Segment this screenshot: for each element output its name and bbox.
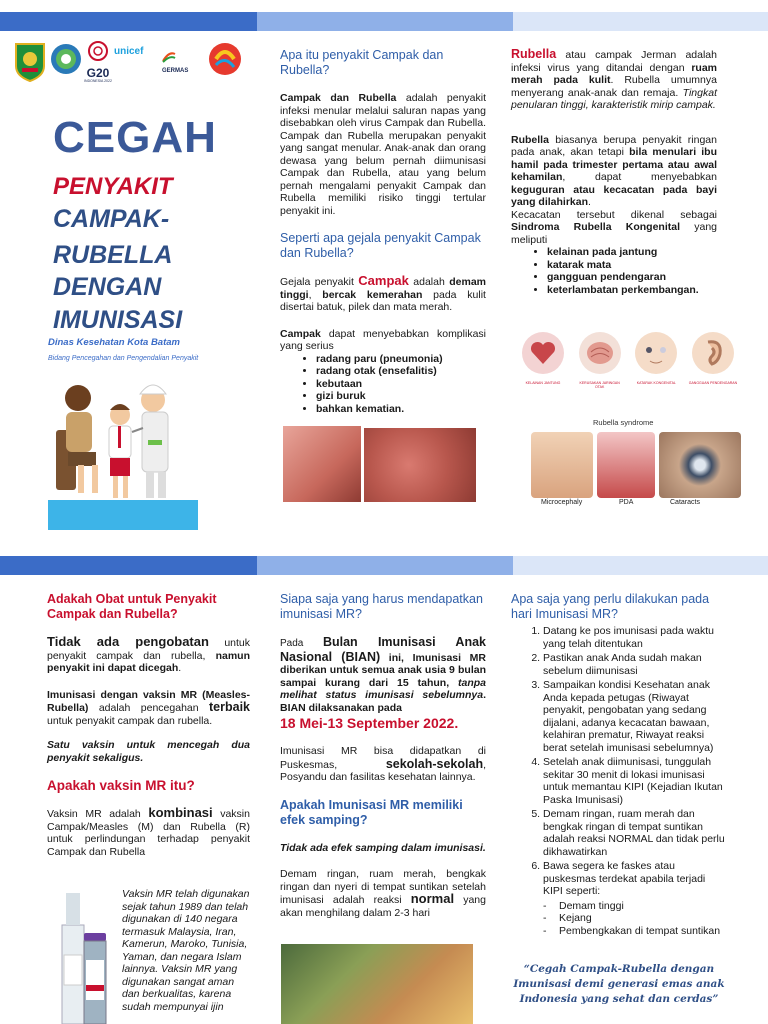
quote-line: Imunisasi demi generasi emas anak — [513, 978, 725, 990]
ministry-seal-icon — [50, 43, 82, 75]
list-item: 2. Pastikan anak Anda sudah makan sebelum diimunisasi — [543, 652, 726, 677]
heart-icon — [520, 330, 566, 376]
heading-siapa: Siapa saja yang harus mendapatkan imunisasi MR? — [280, 592, 483, 621]
bian-logo-icon — [208, 41, 242, 77]
list-item: 1. Datang ke pos imunisasi pada waktu yang telah ditentukan — [543, 625, 726, 650]
g20-logo — [84, 40, 112, 83]
title-rubella: RUBELLA — [53, 241, 173, 269]
list-item: • radang paru (pneumonia) — [316, 353, 486, 366]
komplikasi-list — [316, 353, 486, 416]
bottom-color-bar — [0, 556, 768, 575]
immunization-photo — [281, 944, 473, 1024]
title-dengan: DENGAN — [53, 273, 162, 301]
text-ruam-merah: ruam merah pada kulit — [511, 61, 717, 86]
dinas-name: Dinas Kesehatan Kota Batam — [48, 337, 180, 348]
vaccination-illustration — [48, 370, 198, 530]
text-hamil-2: , dapat menyebabkan — [562, 171, 717, 183]
syndrome-label: Cataracts — [670, 499, 700, 506]
heading-vaksin-mr: Apakah vaksin MR itu? — [47, 778, 195, 793]
list-item: • radang otak (ensefalitis) — [316, 365, 486, 378]
list-item-text: Kejang — [559, 912, 592, 924]
crs-image-eye — [631, 330, 681, 405]
heading-efek-samping: Apakah Imunisasi MR memiliki efek samping? — [280, 797, 463, 827]
text-gejala-3: pada kulit disertai batuk, pilek dan mata merah. — [280, 288, 486, 313]
text-campak-bold: Campak — [280, 327, 321, 340]
heading-gejala: Seperti apa gejala penyakit Campak dan Rubella? — [280, 231, 481, 260]
ear-icon — [690, 330, 736, 376]
g20-sub: INDONESIA 2022 — [84, 79, 112, 83]
bian-date: 18 Mei-13 September 2022. — [280, 715, 459, 731]
text-period: . — [178, 662, 182, 674]
text-rubella-red: Rubella — [511, 47, 557, 61]
list-item-text: bahkan kematian — [316, 402, 402, 415]
text-reaksi-1: Demam ringan, ruam merah, bengkak ringan dan nyeri di tempat suntikan setelah imunisasi adalah reaksi — [280, 868, 486, 906]
unicef-logo — [114, 46, 158, 61]
list-item: 5. Demam ringan, ruam merah dan bengkak ringan di tempat suntikan adalah reaksi NORMAL dan tidak perlu dikhawatirkan — [543, 808, 726, 858]
column-3-top — [511, 48, 717, 296]
text-hamil-bold: bila menulari ibu hamil pada trimester pertama atau awal kehamilan — [511, 146, 718, 183]
list-item: • bahkan kematian. — [316, 403, 486, 416]
text-kombinasi-1: Vaksin MR adalah — [47, 808, 149, 820]
text-period: . — [588, 196, 591, 208]
text-tidak-ada: Tidak ada pengobatan — [47, 634, 209, 649]
vaccine-vial-image — [56, 885, 116, 1024]
list-item: • gangguan pendengaran — [547, 271, 717, 284]
paragraph-tidak-ada-efek: Tidak ada efek samping dalam imunisasi. — [280, 841, 486, 854]
paragraph-rubella-def — [511, 48, 717, 112]
bidang-name: Bidang Pencegahan dan Pengendalian Penyakit — [48, 355, 199, 362]
list-item: • keterlambatan perkembangan. — [547, 284, 717, 297]
steps-list — [543, 625, 726, 898]
text-campak-red: Campak — [358, 273, 409, 288]
list-item: - Kejang — [543, 912, 592, 924]
column-1-bottom — [47, 592, 250, 858]
germas-label: GERMAS — [162, 68, 189, 74]
text-normal: normal — [410, 891, 455, 906]
germas-logo — [162, 50, 204, 86]
brain-icon — [577, 330, 623, 376]
crs-label: KERUSAKAN JARINGAN OTAK — [579, 381, 620, 389]
title-imunisasi: IMUNISASI — [53, 306, 183, 334]
paragraph-rubella-hamil — [511, 134, 717, 209]
title-cegah: CEGAH — [53, 113, 217, 162]
list-item: • kebutaan — [316, 378, 486, 391]
kipi-list — [543, 900, 726, 938]
text-tanpa-melihat: tanpa melihat status imunisasi sebelumnya — [280, 676, 486, 701]
text-rubella-1: atau campak Jerman adalah infeksi virus yang ditandai dengan — [511, 49, 717, 74]
list-item: • gizi buruk — [316, 390, 486, 403]
text-kombinasi-2: vaksin Campak/Measles (M) dan Rubella (R) untuk perlindungan terhadap penyakit Campak dan Rubella — [47, 808, 250, 858]
text-terbaik: terbaik — [209, 700, 250, 714]
text-bercak: bercak kemerahan — [322, 288, 423, 301]
paragraph-satu-vaksin: Satu vaksin untuk mencegah dua penyakit sekaligus. — [47, 739, 250, 764]
unicef-label: unicef — [114, 46, 144, 57]
closing-quote — [512, 962, 726, 1007]
baby-face-icon — [633, 330, 679, 376]
text-komplikasi: dapat menyebabkan komplikasi yang serius — [280, 327, 486, 352]
text-keguguran: keguguran atau kecacatan pada bayi yang dilahirkan — [511, 183, 717, 208]
text-rubella-2: . Rubella umumnya menyerang anak-anak dan remaja. — [511, 74, 717, 99]
text-gejala-1: Gejala penyakit — [280, 276, 359, 288]
text-sekolah: sekolah-sekolah — [385, 756, 484, 771]
paragraph-vaksin-sejak: Vaksin MR telah digunakan sejak tahun 1989 dan telah digunakan di 140 negara termasuk Malaysia, Iran, Kamerun, Maroko, Tunisia, Yaman, dan negara Islam lainnya. Vaksin MR yang digunakan sangat aman dan berkualitas, karena sudah mempunyai ijin — [122, 888, 250, 1013]
crs-label: KATARAK KONGENITAL — [636, 381, 676, 385]
title-penyakit: PENYAKIT — [53, 173, 173, 200]
list-item: 3. Sampaikan kondisi Kesehatan anak Anda kepada petugas (Riwayat penyakit, pengobatan yang sedang dijalani, adanya kecacatan bawaan, kelahiran prematur, Riwayat reaksi berat setelah imunisasi sebelumnya) — [543, 679, 726, 754]
list-item: - Demam tinggi — [543, 899, 624, 912]
symptom-photo-child — [283, 426, 361, 502]
text-rubella-italic: Tingkat penularan tinggi, karakteristik mirip campak. — [511, 86, 717, 111]
list-item: - Pembengkakan di tempat suntikan — [543, 924, 721, 937]
text-reaksi-2: yang akan menghilang dalam 2-3 hari — [280, 894, 486, 919]
text-tempat-2: , Posyandu dan fasilitas kesehatan lainnya. — [280, 758, 486, 783]
crs-label: KELAINAN JANTUNG — [525, 381, 561, 385]
text-imunisasi-mr: Imunisasi dengan vaksin MR (Measles-Rubella) — [47, 688, 250, 714]
list-item-text: Demam tinggi — [559, 899, 624, 912]
crs-image-heart — [518, 330, 568, 405]
paragraph-gejala — [280, 275, 486, 314]
crs-images-row — [518, 330, 738, 405]
column-2-top — [280, 48, 486, 415]
heading-hari-imunisasi: Apa saja yang perlu dilakukan pada hari Imunisasi MR? — [511, 592, 710, 621]
germas-swoosh-icon — [162, 51, 176, 63]
paragraph-sindroma — [511, 209, 717, 247]
text-kombinasi: kombinasi — [148, 805, 213, 820]
symptom-photo-rash — [364, 428, 476, 502]
paragraph-apa-itu — [280, 92, 486, 217]
text-hamil-1: biasanya berupa penyakit ringan pada anak, akan tetapi — [511, 133, 717, 158]
crs-image-brain — [575, 330, 625, 405]
quote-line: “Cegah Campak-Rubella dengan — [523, 963, 715, 975]
paragraph-obat — [47, 636, 250, 675]
column-3-bottom — [511, 592, 726, 937]
kecacatan-list — [547, 246, 717, 296]
text-tempat-1: Imunisasi MR bisa didapatkan di Puskesmas, — [280, 745, 486, 771]
list-item-text: Pembengkakan di tempat suntikan — [559, 924, 721, 937]
text-rubella-bold: Rubella — [511, 133, 549, 146]
heading-apa-itu: Apa itu penyakit Campak dan Rubella? — [280, 48, 444, 77]
heading-obat: Adakah Obat untuk Penyakit Campak dan Rubella? — [47, 592, 217, 621]
text-vaksin-1: adalah pencegahan — [88, 702, 209, 714]
paragraph-kombinasi — [47, 807, 250, 858]
paragraph-komplikasi — [280, 328, 486, 353]
syndrome-label: PDA — [619, 499, 634, 506]
batam-emblem-icon — [14, 42, 46, 82]
paragraph-tempat — [280, 745, 486, 784]
text-sindroma-bold: Sindroma Rubella Kongenital — [511, 221, 681, 233]
text-sindroma-2: yang meliputi — [511, 221, 717, 246]
pda-image — [597, 432, 655, 498]
logo-row — [14, 40, 244, 90]
paragraph-reaksi-normal — [280, 868, 486, 919]
g20-flower-icon — [87, 40, 109, 62]
text-bian: Bulan Imunisasi Anak Nasional (BIAN) — [280, 635, 486, 664]
text-bian-3: . BIAN dilaksanakan pada — [280, 689, 486, 714]
text-dapat-dicegah: namun penyakit ini dapat dicegah — [47, 649, 250, 674]
text-definition: adalah penyakit infeksi menular melalui saluran napas yang disebabkan oleh virus Campak dan Rubella. Campak dan Rubella merupakan penyakit yang sangat menular. Anak-anak dan orang dewasa yang belum pernah diimunisasi Campak dan Rubella, atau yang belum pernah mengalami penyakit Campak dan Rubella memiliki risiko tinggi tertular penyakit ini. — [280, 92, 486, 217]
list-item: • kelainan pada jantung — [547, 246, 717, 259]
text-campak-rubella-bold: Campak dan Rubella — [280, 92, 397, 104]
syndrome-label: Microcephaly — [541, 499, 583, 506]
crs-image-ear — [688, 330, 738, 405]
text-comma: , — [308, 288, 323, 301]
text-obat-1: untuk penyakit campak dan rubella, — [47, 637, 250, 662]
paragraph-vaksin-mr — [47, 689, 250, 728]
column-2-bottom — [280, 592, 486, 919]
paragraph-bian — [280, 636, 486, 714]
text-pada: Pada — [280, 638, 323, 649]
text-bian-2: ini, Imunisasi MR diberikan untuk semua anak usia 9 bulan sampai kurang dari 15 tahun, — [280, 651, 486, 689]
text-demam-tinggi: demam tinggi — [280, 276, 486, 301]
list-item: 4. Setelah anak diimunisasi, tunggulah sekitar 30 menit di lokasi imunisasi untuk memantau KIPI (Kejadian Ikutan Paska Imunisasi) — [543, 756, 726, 806]
quote-line: Indonesia yang sehat dan cerdas” — [519, 993, 719, 1005]
text-vaksin-2: untuk penyakit campak dan rubella. — [47, 714, 213, 727]
top-color-bar — [0, 12, 768, 31]
rubella-syndrome-caption: Rubella syndrome — [593, 418, 654, 427]
list-item: • katarak mata — [547, 259, 717, 272]
microcephaly-image — [531, 432, 593, 498]
text-gejala-2: adalah — [408, 276, 450, 288]
text-sindroma-1: Kecacatan tersebut dikenal sebagai — [511, 208, 717, 221]
list-item: 6. Bawa segera ke faskes atau puskesmas terdekat apabila terjadi KIPI seperti: — [543, 860, 726, 898]
cataracts-image — [659, 432, 741, 498]
title-campak: CAMPAK- — [53, 205, 170, 233]
crs-label: GANGGUAN PENDENGARAN — [688, 381, 738, 385]
g20-label: G20 — [86, 66, 110, 80]
